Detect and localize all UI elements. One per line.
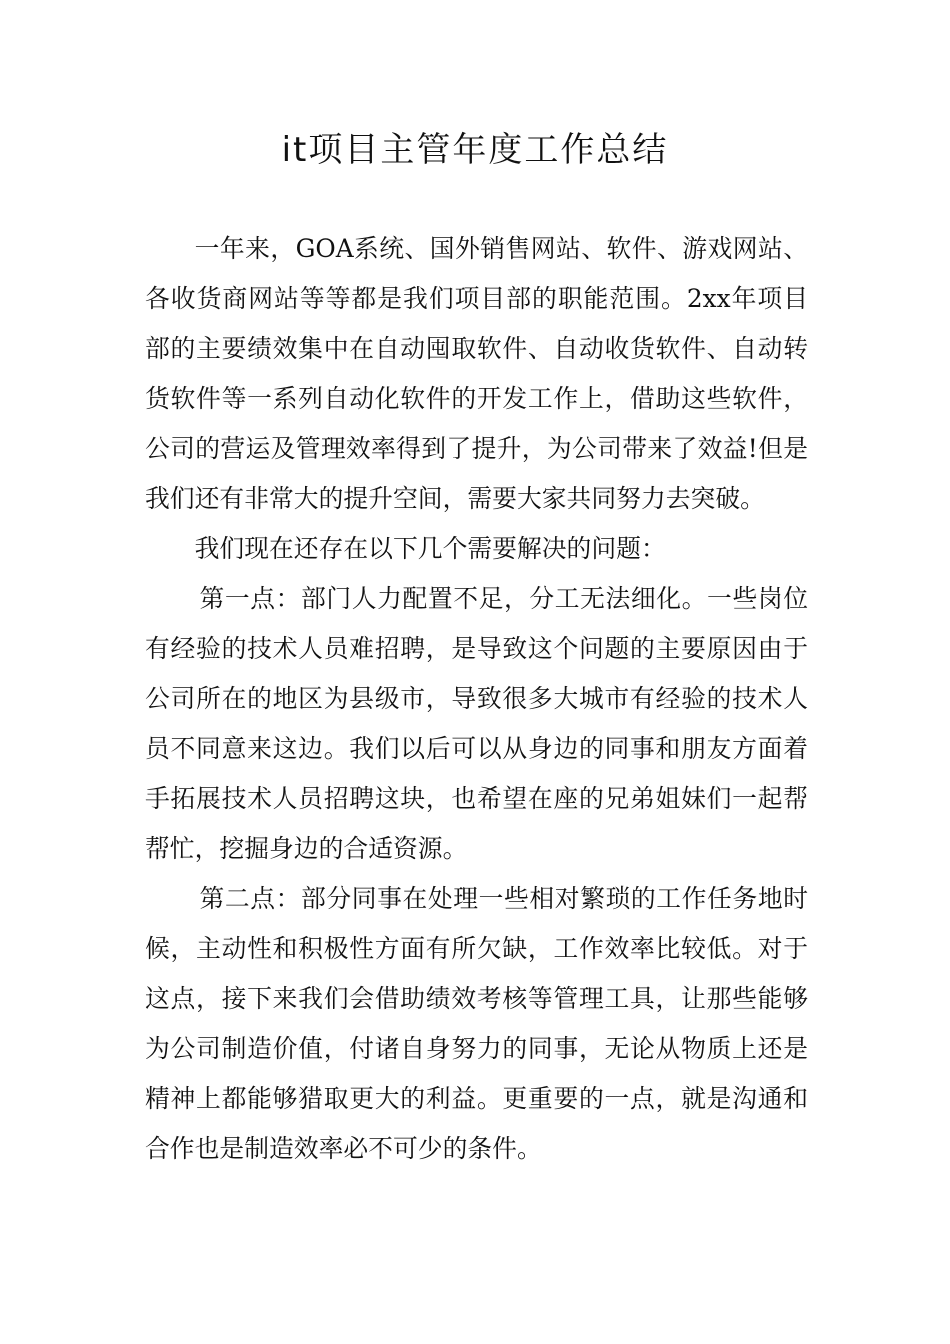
paragraph-point-two: 第二点：部分同事在处理一些相对繁琐的工作任务地时候，主动性和积极性方面有所欠缺，工作效率比较低。对于这点，接下来我们会借助绩效考核等管理工具，让那些能够为公司制造价值，付诸自身努力的同事，无论从物质上还是精神上都能够猎取更大的利益。更重要的一点，就是沟通和合作也是制造效率必不可少的条件。 [145,884,808,1163]
paragraph-problems-lead: 我们现在还存在以下几个需要解决的问题： [194,534,666,563]
paragraph-point-one: 第一点：部门人力配置不足，分工无法细化。一些岗位有经验的技术人员难招聘，是导致这个问题的主要原因由于公司所在的地区为县级市，导致很多大城市有经验的技术人员不同意来这边。我们以后可以从身边的同事和朋友方面着手拓展技术人员招聘这块，也希望在座的兄弟姐妹们一起帮帮忙，挖掘身边的合适资源。 [145,584,808,863]
document-title: it项目主管年度工作总结 [281,130,669,170]
paragraph-intro: 一年来，GOA系统、国外销售网站、软件、游戏网站、各收货商网站等等都是我们项目部的职能范围。2xx年项目部的主要绩效集中在自动囤取软件、自动收货软件、自动转货软件等一系列自动化软件的开发工作上，借助这些软件，公司的营运及管理效率得到了提升，为公司带来了效益!但是我们还有非常大的提升空间，需要大家共同努力去突破。 [145,234,808,513]
document-body [145,224,808,1174]
